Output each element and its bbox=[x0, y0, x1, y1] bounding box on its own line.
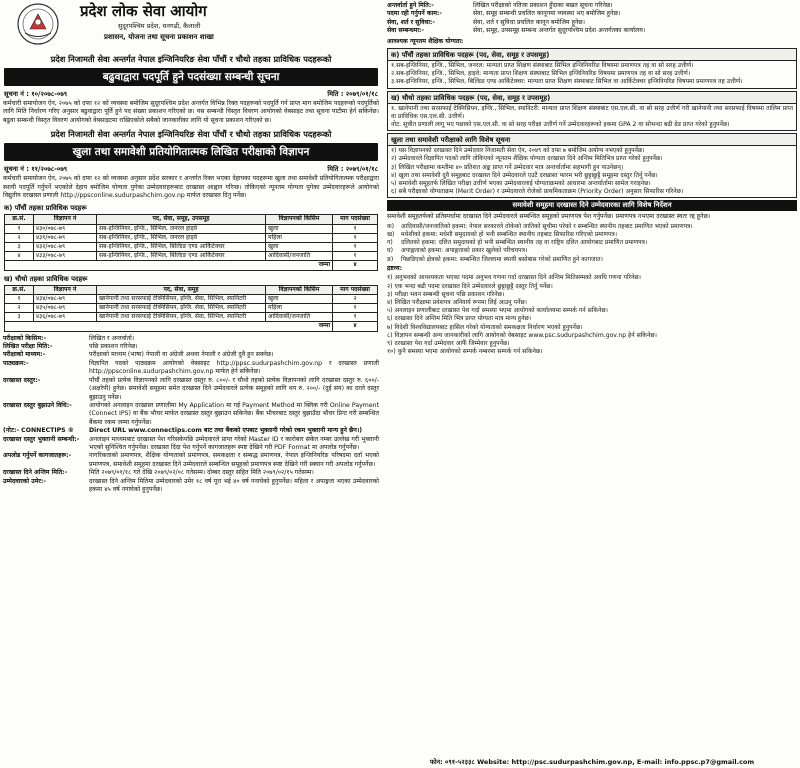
detail-key: पाठ्यक्रम:- bbox=[3, 359, 29, 367]
notice1-body: कर्मचारी समायोजन ऐन, २०७५ को दफा १२ को व्यवस्था बमोजिम सुदूरपश्चिम प्रदेश अन्तर्गत विभिन्न रिक्त पदहरूको पदपूर्ति गर्न प्राप्त माग बमोजिम पदहरूको पदपूर्तिको लागि मिति निर्धारण गरिए अनुसार बढुवाद्वारा पूर्ति हुने पद संख्या प्रकाशन गरिएको छ। यस सम्बन्धी विस्तृत विवरण आयोगको वेबसाइट तथा सूचना पाटीमा हेर्न सकिनेछ। बढुवा सम्बन्धी विस्तृत विवरण आयोगको वेबसाइटमा राखिएकोले सबैको जानकारीका लागि यो सूचना प्रकाशन गरिएको छ। bbox=[3, 100, 379, 124]
table-cell: २ bbox=[5, 233, 34, 242]
table-cell: ४३४/०७८-७९ bbox=[34, 294, 97, 303]
table-cell: ३ bbox=[5, 243, 34, 252]
list-item-text: ३) परीक्षा भवन सम्बन्धी सूचना पछि प्रकाशन गरिनेछ। bbox=[387, 290, 505, 298]
detail-row bbox=[3, 427, 379, 435]
detail-key: पदमा रही गर्नुपर्ने काम:- bbox=[387, 10, 442, 18]
table2-col-count: माग पदसंख्या bbox=[333, 285, 378, 294]
table-row bbox=[5, 224, 378, 233]
list-item-text: १) यस विज्ञापनको दरखास्त दिने उम्मेदवार निजामती सेवा ऐन, २०४९ को दफा ७ बमोजिम अयोग्य नभएको हुनुपर्नेछ। bbox=[391, 147, 645, 155]
contact-footer: फोन: ०९१-५२३३८ Website: http://psc.sudurpashchim.gov.np, E-mail: info.ppsc.p7@gmail.com bbox=[429, 758, 755, 766]
table-cell: महिला bbox=[266, 233, 333, 242]
list-item-text: १. खानेपानी तथा सरसफाई टेक्निसियन, इन्जि., सिभिल, स्यानिटरी: मान्यता प्राप्त शिक्षण संस्थाबाट एस.एल.सी. वा सो सरह उत्तीर्ण गरी खानेपानी तथा सरसफाई विषयमा तालिम प्राप्त वा प्राविधिक एस.एल.सी. उत्तीर्ण। bbox=[391, 104, 793, 120]
list-item bbox=[387, 256, 797, 264]
table2-col-sn: क्र.सं. bbox=[5, 285, 34, 294]
detail-key: परीक्षाको किसिम:- bbox=[3, 334, 47, 342]
list-item bbox=[391, 105, 793, 121]
table-cell: १ bbox=[5, 224, 34, 233]
notice2-meta bbox=[4, 164, 378, 173]
list-item-text: मधेशीको हकमा: मधेशी समुदायको हो भनी सम्बन्धित स्थानीय तहबाट सिफारिस गरिएको प्रमाणपत्र। bbox=[401, 231, 618, 239]
table-cell: ४३०/०७८-७९ bbox=[34, 224, 97, 233]
table-cell: १ bbox=[333, 252, 378, 261]
table-cell: खानेपानी तथा सरसफाई टेक्निसियन, इन्जि. सेवा, सिभिल, स्यानिटरी bbox=[97, 294, 266, 303]
table1 bbox=[4, 214, 378, 270]
list-item-text: २) एक भन्दा बढी पदमा दरखास्त दिने उम्मेदवारले छुट्टाछुट्टै दस्तुर तिर्नु पर्नेछ। bbox=[387, 282, 553, 290]
table1-total-label: जम्मा bbox=[5, 261, 333, 270]
list-item-text: ६) दरखास्त दिने अन्तिम मिति भित्र प्राप्त योग्यता मात्र मान्य हुनेछ। bbox=[387, 315, 532, 323]
table-cell: सब-इन्जिनियर, इन्जि., सिभिल, जनरल हाइवे bbox=[97, 233, 266, 242]
right-details bbox=[384, 2, 800, 36]
table-cell: १ bbox=[333, 313, 378, 322]
detail-row bbox=[387, 19, 797, 27]
open-exam-box bbox=[387, 133, 797, 198]
table-cell: १ bbox=[333, 304, 378, 313]
table-row bbox=[5, 313, 378, 322]
list-item bbox=[391, 121, 793, 129]
notice1-number: सूचना नं : १०/२०७८-०७९ bbox=[4, 90, 68, 98]
list-item-text: १.सब-इन्जिनियर, इन्जि., सिभिल, जनरल: मान्यता प्राप्त शिक्षण संस्थाबाट सिभिल इन्जिनियरिङ विषयमा प्रमाणपत्र तह वा सो सरह उत्तीर्ण। bbox=[391, 62, 694, 70]
special-instruction-bar: समावेशी समूहमा दरखास्त दिने उम्मेदवारका लागि विशेष निर्देशन bbox=[387, 200, 797, 211]
table2-header-row bbox=[5, 285, 378, 294]
qualification-b-list bbox=[388, 104, 796, 131]
table-cell: ४३३/०७८-७९ bbox=[34, 252, 97, 261]
notes-title: द्रष्टव्य: bbox=[387, 264, 403, 272]
detail-row bbox=[3, 478, 379, 495]
detail-row bbox=[387, 10, 797, 18]
table-cell: महिला bbox=[266, 304, 333, 313]
detail-row bbox=[3, 360, 379, 377]
list-item bbox=[387, 283, 797, 291]
table1-col-type: विज्ञापनको किसिम bbox=[266, 215, 333, 224]
list-item bbox=[387, 324, 797, 332]
list-item-text: अपाङ्गताको हकमा: अपाङ्गताको प्रकार खुलेको परिचयपत्र। bbox=[401, 247, 528, 255]
table-row bbox=[5, 243, 378, 252]
notice1-banner: बढुवाद्वारा पदपूर्ति हुने पदसंख्या सम्बन्धी सूचना bbox=[4, 68, 378, 86]
list-item bbox=[387, 291, 797, 299]
list-item bbox=[391, 164, 793, 172]
table2-total-label: जम्मा bbox=[5, 322, 333, 331]
list-item bbox=[387, 247, 797, 255]
detail-value: सेवा, शर्त र सुविधा प्रचलित कानून बमोजिम हुनेछ। bbox=[473, 18, 585, 26]
table1-total-row bbox=[5, 261, 378, 270]
list-item-text: २) उम्मेदवारले विज्ञापित पदको लागि तोकिएको न्यूनतम शैक्षिक योग्यता दरखास्त दिने अन्तिम मितिभित्र प्राप्त गरेको हुनुपर्नेछ। bbox=[391, 155, 663, 163]
table1-col-count: माग पदसंख्या bbox=[333, 215, 378, 224]
list-item-text: ४) लिखित परीक्षामा प्रवेशपत्र अनिवार्य रूपमा लिई आउनु पर्नेछ। bbox=[387, 298, 527, 306]
table-cell: सब-इन्जिनियर, इन्जि., सिभिल, बिल्डिङ एण्ड आर्किटेक्चर bbox=[97, 243, 266, 252]
special-instruction-body: समावेशी समूहतर्फको प्रतिस्पर्धामा दरखास्त दिने उम्मेदवारले सम्बन्धित समूहको प्रमाणपत्र पेश गर्नुपर्नेछ। प्रमाणपत्र नभएमा दरखास्त स्वतः रद्द हुनेछ। bbox=[387, 213, 711, 221]
table-cell: ४३१/०७८-७९ bbox=[34, 233, 97, 242]
table1-total-value: ४ bbox=[333, 261, 378, 270]
list-item bbox=[391, 62, 793, 70]
detail-row bbox=[3, 436, 379, 453]
list-item bbox=[387, 274, 797, 282]
table-cell: आदिवासी/जनजाति bbox=[266, 313, 333, 322]
detail-key: दरखास्त दिने अन्तिम मिति:- bbox=[3, 469, 68, 477]
list-item-number: ग) bbox=[387, 239, 393, 247]
detail-row bbox=[3, 452, 379, 469]
detail-key: परीक्षाको माध्यम:- bbox=[3, 351, 46, 359]
notice2-date: मिति : २०७९/०१/१८ bbox=[327, 165, 378, 174]
table-cell: १ bbox=[333, 243, 378, 252]
detail-row bbox=[3, 335, 379, 343]
qualification-b-title: ख) चौथो तहका प्राविधिक पदहरू (पद, सेवा, समूह र उपसमूह) bbox=[388, 92, 796, 104]
notes-list bbox=[384, 273, 800, 357]
qualification-box-b bbox=[387, 91, 797, 132]
nepal-emblem-icon bbox=[16, 2, 60, 46]
table-row bbox=[5, 294, 378, 303]
table1-col-adno: विज्ञापन नं bbox=[34, 215, 97, 224]
table-cell: खुला bbox=[266, 224, 333, 233]
list-item-number: घ) bbox=[387, 247, 393, 255]
detail-value: लिखित परीक्षाको नतिजा प्रकाशन हुँदाका बखत सूचना गरिनेछ। bbox=[473, 2, 613, 9]
notice2-banner: खुला तथा समावेशी प्रतियोगितात्मक लिखित परीक्षाको विज्ञापन bbox=[4, 143, 378, 161]
table-cell: २ bbox=[5, 304, 34, 313]
detail-row bbox=[3, 351, 379, 359]
table-cell: खानेपानी तथा सरसफाई टेक्निसियन, इन्जि. सेवा, सिभिल, स्यानिटरी bbox=[97, 304, 266, 313]
table-cell: २ bbox=[333, 294, 378, 303]
table-row bbox=[5, 233, 378, 242]
detail-value: पाँचौं तहको प्रत्येक विज्ञापनको लागि दरखास्त दस्तुर रु. ८००/- र चौथो तहको प्रत्येक विज्ञापनको लागि दरखास्त दस्तुर रु. ६००/- (अक्षरेपी) हुनेछ। समावेशी समूहमा समेत दरखास्त दिने उम्मेदवारले प्रत्येक समूहको लागि थप रु. २००/- (दुई सय) का दरले दस्तुर बुझाउनु पर्नेछ। bbox=[89, 376, 379, 401]
list-item bbox=[387, 299, 797, 307]
table2-col-post: पद, सेवा, समूह bbox=[97, 285, 266, 294]
notice2-body: कर्मचारी समायोजन ऐन, २०७५ को दफा १२ को व्यवस्था अनुसार प्रदेश सरकार र अन्तर्गत रिक्त भएका देहायका पदहरूमा खुला तथा समावेशी प्रतियोगितात्मक परीक्षाद्वारा स्थायी पदपूर्ति गर्नुपर्ने भएकोले देहाय बमोजिम योग्यता पुगेका उम्मेदवारहरूबाट दरखास्त आह्वान गरिन्छ। तोकिएको न्यूनतम योग्यता पुगेका उम्मेदवारहरूले आयोगको विद्युतीय दरखास्त प्रणाली http://ppsconline.sudurpashchim.gov.np मार्फत दरखास्त दिनु पर्नेछ। bbox=[3, 175, 379, 200]
detail-key: दरखास्त दस्तुर भुक्तानी सम्बन्धी:- bbox=[3, 435, 80, 443]
qualification-a-title: क) पाँचौं तहका प्राविधिक पदहरू (पद, सेवा, समूह र उपसमूह) bbox=[388, 49, 796, 61]
detail-key: सेवा, शर्त र सुविधा:- bbox=[387, 18, 435, 26]
table2-col-type: विज्ञापनको किसिम bbox=[266, 285, 333, 294]
list-item bbox=[391, 78, 793, 86]
left-column bbox=[0, 0, 382, 768]
notice1-heading: प्रदेश निजामती सेवा अन्तर्गत नेपाल इन्जिनियरिङ सेवा पाँचौं र चौथो तहका प्राविधिक पदहरूको bbox=[50, 54, 332, 64]
list-item-number: ङ) bbox=[387, 255, 394, 263]
detail-value: परीक्षाको माध्यम (भाषा) नेपाली वा अंग्रेजी अथवा नेपाली र अंग्रेजी दुवै हुन सक्नेछ। bbox=[89, 351, 274, 359]
table-cell: सब-इन्जिनियर, इन्जि., सिभिल, जनरल हाइवे bbox=[97, 224, 266, 233]
table-row bbox=[5, 304, 378, 313]
table-cell: ३ bbox=[5, 313, 34, 322]
list-item bbox=[387, 332, 797, 340]
table1-col-post: पद, सेवा, समूह, उपसमूह bbox=[97, 215, 266, 224]
table-cell: ४३६/०७८-७९ bbox=[34, 313, 97, 322]
page-header bbox=[0, 0, 382, 52]
list-item-text: ५) अनलाइन प्रणालीबाट दरखास्त पेश गर्दा समस्या भएमा आयोगको कार्यालयमा सम्पर्क गर्न सकिनेछ। bbox=[387, 307, 608, 315]
table1-title: क) पाँचौं तहका प्राविधिक पदहरू bbox=[4, 204, 87, 213]
list-item-text: १) अनुभवको आवश्यकता भएका पदमा अनुभव गणना गर्दा दरखास्त दिने अन्तिम मितिसम्मको अवधि गणना गरिनेछ। bbox=[387, 274, 641, 282]
table-cell: खुला bbox=[266, 294, 333, 303]
detail-value: मिति २०७९/०१/१८ गते देखि २०७९/०२/०८ गतेसम्म। दोब्बर दस्तुर सहित मिति २०७९/०२/१५ गतेसम्म। bbox=[89, 469, 314, 477]
list-item-text: आदिवासी/जनजातिको हकमा: नेपाल सरकारले तोकेको जातिको सूचीमा परेको र सम्बन्धित स्थानीय तहबाट प्रमाणित भएको प्रमाणपत्र। bbox=[401, 222, 693, 230]
list-item bbox=[391, 155, 793, 163]
detail-value: सेवा, समूह, उपसमूह सम्बन्ध अन्तर्गत सुदूरपश्चिम प्रदेश अन्तर्गतका कार्यालय। bbox=[473, 27, 646, 35]
detail-value: आयोगको अनलाइन दरखास्त प्रणालीमा My Application मा गई Payment Method मा क्लिक गरी Online Payment (Connect IPS) वा बैंक भौचर मार्फत दरखास्त दस्तुर बुझाउन सकिनेछ। बैंक भौचरबाट दस्तुर बुझाउँदा भौचर प्रिन्ट गरी सम्बन्धित बैंकमा रकम जम्मा गर्नुपर्नेछ। bbox=[89, 401, 379, 426]
detail-value: नागरिकताको प्रमाणपत्र, शैक्षिक योग्यताको प्रमाणपत्र, समकक्षता र सम्बद्ध प्रमाणपत्र, नेपाल इन्जिनियरिङ परिषदमा दर्ता भएको प्रमाणपत्र, समावेशी समूहमा दरखास्त दिने उम्मेदवारले सम्बन्धित समूहको प्रमाणपत्र स्पष्ट देखिने गरी स्क्यान गरी अपलोड गर्नुपर्नेछ। bbox=[89, 452, 379, 468]
table-cell: ४३५/०७८-७९ bbox=[34, 304, 97, 313]
table-cell: १ bbox=[5, 294, 34, 303]
detail-row bbox=[3, 402, 379, 427]
qualification-a-list bbox=[388, 61, 796, 88]
list-item-text: ६) सबै परीक्षाको योग्यताक्रम (Merit Order) र उम्मेदवारले रोजेको प्राथमिकताक्रम (Priority Order) अनुसार सिफारिस गरिनेछ। bbox=[391, 188, 684, 196]
detail-value: दरखास्त दिने अन्तिम मितिमा उम्मेदवारको उमेर १८ वर्ष पूरा भई ४० वर्ष ननाघेको हुनुपर्नेछ। महिला र अपाङ्गता भएका उम्मेदवारको हकमा ४५ वर्ष ननाघेको हुनुपर्नेछ। bbox=[89, 477, 379, 493]
detail-value: अनलाइन माध्यमबाट दरखास्त पेश गरिसकेपछि उम्मेदवारले प्राप्त गरेको Master ID र कारोबार संकेत नम्बर उल्लेख गरी भुक्तानी भएको सुनिश्चित गर्नुपर्नेछ। दरखास्त दिंदा पेश गर्नुपर्ने कागजातहरू स्पष्ट देखिने गरी PDF Format मा अपलोड गर्नुपर्नेछ। bbox=[89, 435, 379, 451]
detail-key: उम्मेदवारको उमेर:- bbox=[3, 477, 46, 485]
list-item bbox=[387, 223, 797, 231]
list-item-text: पिछडिएको क्षेत्रको हकमा: सम्बन्धित जिल्लामा स्थायी बसोबास गरेको प्रमाणित हुने कागजात। bbox=[401, 255, 603, 263]
detail-key: अन्तर्वार्ता हुने मिति:- bbox=[387, 2, 434, 9]
list-item-text: ३.सब-इन्जिनियर, इन्जि., सिभिल, बिल्डिङ एण्ड आर्किटेक्चर: मान्यता प्राप्त शिक्षण संस्थाबाट सिभिल वा आर्किटेक्चर इन्जिनियरिङ विषयमा प्रमाणपत्र तह उत्तीर्ण। bbox=[391, 78, 743, 86]
notice2-number: सूचना नं : ११/२०७८-०७९ bbox=[4, 165, 68, 174]
detail-key: (नोट:- CONNECTIPS ® bbox=[3, 427, 74, 435]
detail-row bbox=[3, 469, 379, 477]
detail-row bbox=[3, 377, 379, 402]
list-item bbox=[391, 188, 793, 196]
qualification-box-a bbox=[387, 48, 797, 89]
table2-col-adno: विज्ञापन नं bbox=[34, 285, 97, 294]
table-cell: खुला bbox=[266, 243, 333, 252]
open-exam-list bbox=[388, 146, 796, 197]
notice1-meta bbox=[4, 89, 378, 98]
table-cell: ४ bbox=[5, 252, 34, 261]
right-column bbox=[384, 0, 800, 768]
qualification-note: नोट: सूचीत प्रणाली लागू भए पछाको एस.एल.सी. वा सो सरह परीक्षा उत्तीर्ण गर्ने उम्मेदवारहरूको हकमा GPA 2 वा सोभन्दा बढी ग्रेड प्राप्त गरेको हुनुपर्नेछ। bbox=[391, 121, 730, 129]
table2-title: ख) चौथो तहका प्राविधिक पदहरू bbox=[4, 274, 88, 283]
detail-value: Direct URL www.connectips.com बाट तथा बैंकको एपबाट भुक्तानी गरेको रकम भुक्तानी मान्य हुने छैन।) bbox=[89, 427, 363, 435]
qualification-title: आवश्यक न्यूनतम शैक्षिक योग्यता: bbox=[387, 37, 464, 45]
list-item-text: दलितको हकमा: दलित समुदायको हो भनी सम्बन्धित स्थानीय तह वा राष्ट्रिय दलित आयोगबाट प्रमाणित प्रमाणपत्र। bbox=[401, 239, 648, 247]
left-details bbox=[0, 335, 382, 495]
table-cell: ४३२/०७८-७९ bbox=[34, 243, 97, 252]
table-cell: सब-इन्जिनियर, इन्जि., सिभिल, बिल्डिङ एण्ड आर्किटेक्चर bbox=[97, 252, 266, 261]
table-cell: आदिवासी/जनजाति bbox=[266, 252, 333, 261]
detail-value: लिखित र अन्तर्वार्ता। bbox=[89, 334, 135, 342]
commission-title: प्रदेश लोक सेवा आयोग bbox=[80, 2, 207, 20]
table2-total-value: ४ bbox=[333, 322, 378, 331]
table-cell: खानेपानी तथा सरसफाई टेक्निसियन, इन्जि. सेवा, सिभिल, स्यानिटरी bbox=[97, 313, 266, 322]
list-item-text: ३) लिखित परीक्षामा कम्तीमा ४० प्रतिशत अङ्क प्राप्त गर्ने उम्मेदवार मात्र अन्तर्वार्तामा सहभागी हुन पाउनेछन्। bbox=[391, 163, 624, 171]
list-item bbox=[387, 315, 797, 323]
list-item-text: ९) दरखास्त पेश गर्दा उम्मेदवार आफैँ जिम्मेवार हुनुपर्नेछ। bbox=[387, 339, 510, 347]
table1-header-row bbox=[5, 215, 378, 224]
list-item-text: ४) खुला तथा समावेशी दुवै समूहबाट दरखास्त दिने उम्मेदवारले एउटै दरखास्त फारम भरी छुट्टाछुट्टै समूहमा दस्तुर तिर्नु पर्नेछ। bbox=[391, 171, 658, 179]
table-cell: १ bbox=[333, 224, 378, 233]
table-cell: १ bbox=[333, 233, 378, 242]
detail-key: लिखित परीक्षा मिति:- bbox=[3, 343, 53, 351]
list-item bbox=[387, 340, 797, 348]
list-item-text: ८) विज्ञापन सम्बन्धी अन्य जानकारीको लागि आयोगको वेबसाइट www.psc.sudurpashchim.gov.np हेर्न सकिनेछ। bbox=[387, 331, 657, 339]
list-item-text: ७) विदेशी विश्वविद्यालयबाट हासिल गरेको योग्यताको समकक्षता निर्धारण भएको हुनुपर्नेछ। bbox=[387, 323, 583, 331]
list-item bbox=[387, 348, 797, 356]
commission-branch: प्रशासन, योजना तथा सूचना प्रकाशन शाखा bbox=[104, 33, 214, 41]
list-item-text: ५) समावेशी समूहतर्फ लिखित परीक्षा उत्तीर्ण भएका उम्मेदवारलाई योग्यताक्रमको आधारमा अन्तर्वार्तामा सामेल गराइनेछ। bbox=[391, 180, 651, 188]
list-item bbox=[391, 172, 793, 180]
open-exam-title: खुला तथा समावेशी परीक्षाको लागि विशेष सूचना bbox=[388, 134, 796, 146]
table1-col-sn: क्र.सं. bbox=[5, 215, 34, 224]
detail-value: विज्ञापित पदको पाठ्यक्रम आयोगको वेबसाइट http://ppsc.sudurpashchim.gov.np र दरखास्त प्रणाली http://ppsconline.sudurpashchim.gov.np मार्फत हेर्न सकिनेछ। bbox=[89, 359, 379, 376]
detail-row bbox=[387, 27, 797, 35]
notice1-date: मिति : २०७९/०१/१८ bbox=[327, 90, 378, 98]
list-item-number: ख) bbox=[387, 231, 395, 239]
list-item-number: क) bbox=[387, 222, 395, 230]
detail-value: पछि प्रकाशन गरिनेछ। bbox=[89, 343, 138, 351]
detail-key: दरखास्त दस्तुर:- bbox=[3, 376, 41, 384]
detail-key: सेवा सम्बन्धमा:- bbox=[387, 27, 424, 35]
detail-value: सेवा, समूह सम्बन्धी प्रचलित कानूनमा व्यवस्था भए बमोजिम हुनेछ। bbox=[473, 10, 621, 18]
detail-key: दरखास्त दस्तुर बुझाउने विधि:- bbox=[3, 401, 72, 409]
detail-key: अपलोड गर्नुपर्ने कागजातहरू:- bbox=[3, 452, 72, 460]
inclusive-groups-list bbox=[384, 222, 800, 265]
table-row bbox=[5, 252, 378, 261]
table2 bbox=[4, 285, 378, 332]
list-item-text: २.सब-इन्जिनियर, इन्जि., सिभिल, हाइवे: मान्यता प्राप्त शिक्षण संस्थाबाट सिभिल इन्जिनियरिङ विषयमा प्रमाणपत्र तह वा सो सरह उत्तीर्ण। bbox=[391, 70, 691, 78]
commission-location: सुदूरपश्चिम प्रदेश, धनगढी, कैलाली bbox=[118, 22, 201, 30]
notice2-heading: प्रदेश निजामती सेवा अन्तर्गत नेपाल इन्जिनियरिङ सेवा पाँचौं र चौथो तहका प्राविधिक पदहरूको bbox=[50, 129, 332, 140]
table2-total-row bbox=[5, 322, 378, 331]
list-item-text: १०) कुनै समस्या भएमा आयोगको सम्पर्क नम्बरमा सम्पर्क गर्न सकिनेछ। bbox=[387, 348, 543, 356]
